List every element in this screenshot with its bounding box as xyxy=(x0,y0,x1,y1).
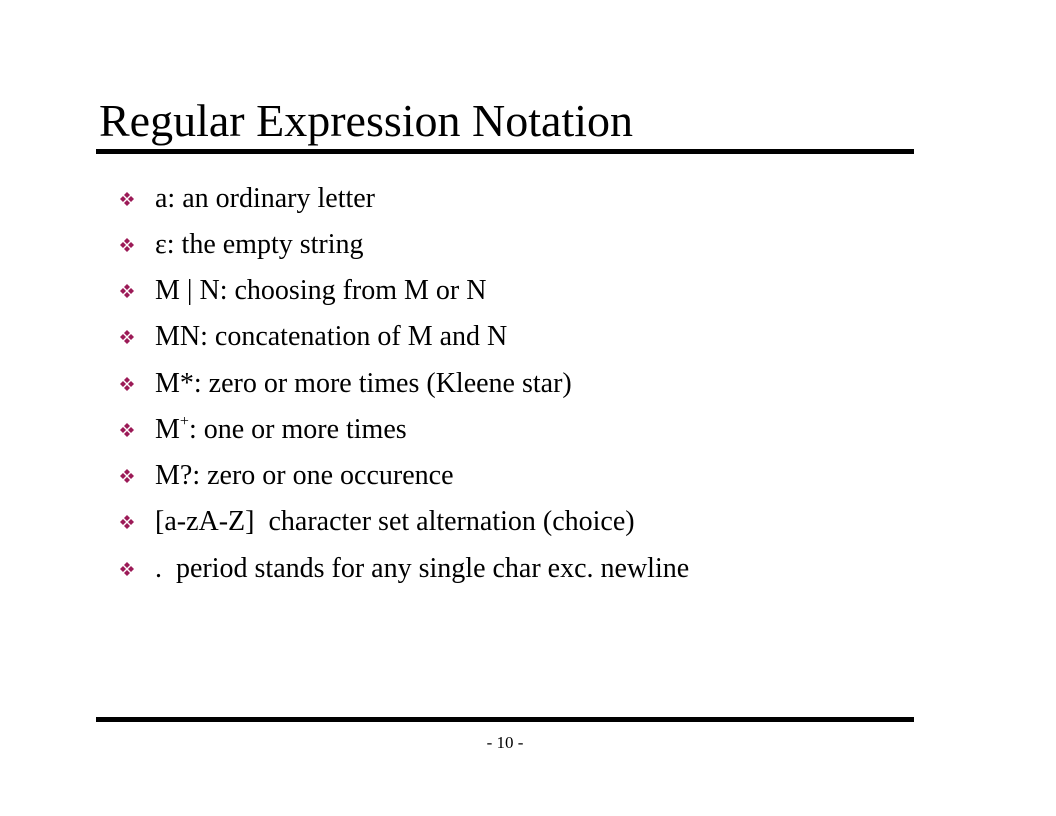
diamond-quad-icon xyxy=(120,562,134,576)
diamond-quad-icon xyxy=(120,515,134,529)
footer-divider xyxy=(96,717,914,722)
diamond-quad-icon xyxy=(120,192,134,206)
superscript-plus: + xyxy=(179,413,189,430)
slide-title: Regular Expression Notation xyxy=(99,95,634,146)
diamond-quad-icon xyxy=(120,377,134,391)
bullet-text: ε: the empty string xyxy=(155,229,364,260)
bullet-text-base: M xyxy=(155,414,180,445)
bullet-text: M*: zero or more times (Kleene star) xyxy=(155,368,572,399)
diamond-quad-icon xyxy=(120,423,134,437)
bullet-text-rest: : one or more times xyxy=(188,414,407,445)
diamond-quad-icon xyxy=(120,238,134,252)
bullet-text: . period stands for any single char exc. newline xyxy=(155,553,690,584)
bullet-text: M | N: choosing from M or N xyxy=(155,275,487,306)
page-number: - 10 - xyxy=(486,733,524,752)
title-divider xyxy=(96,149,914,154)
bullet-text: MN: concatenation of M and N xyxy=(155,321,508,352)
bullet-text xyxy=(155,413,407,447)
diamond-quad-icon xyxy=(120,284,134,298)
bullet-text: M?: zero or one occurence xyxy=(155,460,454,491)
bullet-text: a: an ordinary letter xyxy=(155,183,376,214)
diamond-quad-icon xyxy=(120,330,134,344)
diamond-quad-icon xyxy=(120,469,134,483)
bullet-text: [a-zA-Z] character set alternation (choice) xyxy=(155,506,635,537)
